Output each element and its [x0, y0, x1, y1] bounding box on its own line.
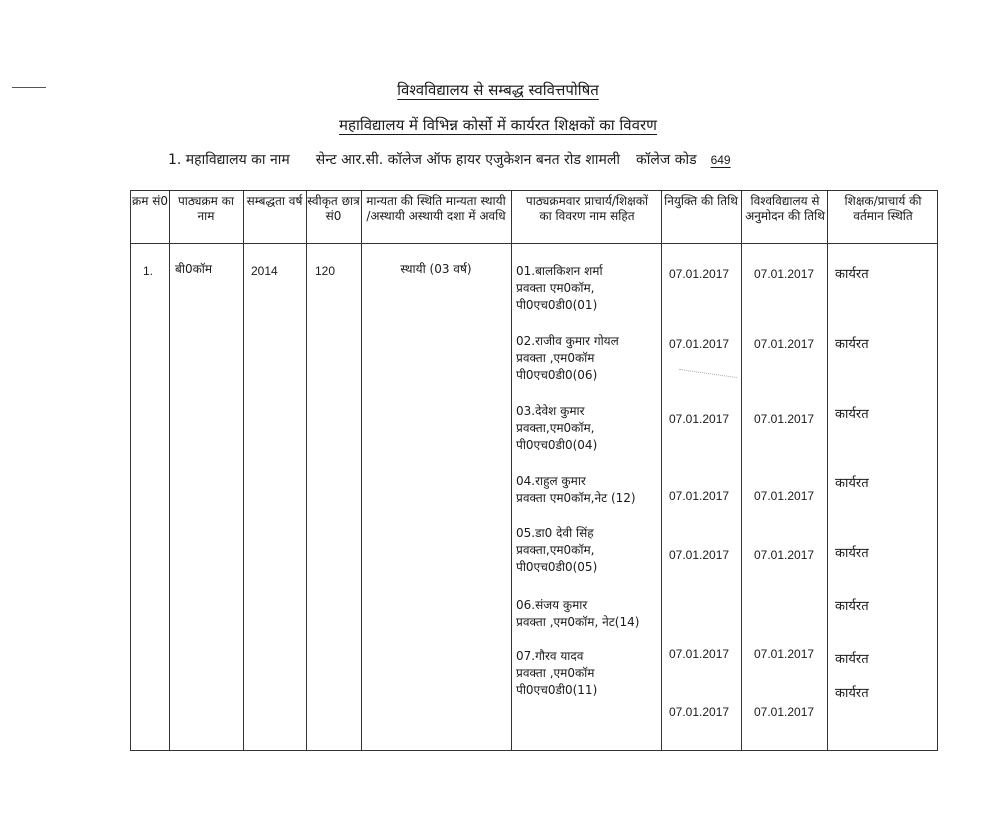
teacher-entry: 07.गौरव यादव प्रवक्ता ,एम0कॉम पी0एच0डी0(11) — [516, 649, 598, 697]
teacher-entry: 02.राजीव कुमार गोयल प्रवक्ता ,एम0कॉम पी0एच0डी0(06) — [516, 334, 619, 382]
approval-date: 07.01.2017 — [754, 267, 815, 281]
row-course: बी0कॉम — [175, 262, 213, 276]
col-header-teachers: पाठ्यक्रमवार प्राचार्य/शिक्षकों का विवरण नाम सहित — [525, 194, 649, 223]
approval-date: 07.01.2017 — [754, 489, 815, 503]
header-divider — [131, 243, 937, 244]
college-info-line — [168, 150, 731, 169]
status-text: कार्यरत — [835, 686, 869, 701]
teacher-entry: 03.देवेश कुमार प्रवक्ता,एम0कॉम, पी0एच0डी0(04) — [516, 404, 598, 452]
row-seats: 120 — [315, 264, 336, 278]
appointment-date: 07.01.2017 — [669, 647, 730, 661]
approval-date: 07.01.2017 — [754, 412, 815, 426]
appointment-date: 07.01.2017 — [669, 705, 730, 719]
col-header-status: शिक्षक/प्राचार्य की वर्तमान स्थिति — [844, 194, 922, 223]
appointment-date: 07.01.2017 — [669, 412, 730, 426]
col-header-course: पाठ्यक्रम का नाम — [177, 194, 234, 223]
college-label: 1. महाविद्यालय का नाम — [168, 152, 290, 168]
teachers-table — [130, 190, 938, 751]
row-sno: 1. — [143, 264, 154, 278]
status-text: कार्यरत — [835, 599, 869, 614]
document-title: विश्वविद्यालय से सम्बद्ध स्ववित्तपोषित — [397, 81, 599, 99]
status-text: कार्यरत — [835, 267, 869, 282]
college-name: सेन्ट आर.सी. कॉलेज ऑफ हायर एजुकेशन बनत रोड शामली — [315, 152, 620, 168]
status-text: कार्यरत — [835, 546, 869, 561]
appointment-date: 07.01.2017 — [669, 267, 730, 281]
row-year: 2014 — [251, 264, 278, 278]
college-code-label: कॉलेज कोड — [635, 152, 697, 168]
col-header-approval-date: विश्वविद्यालय से अनुमोदन की तिथि — [745, 194, 825, 223]
teacher-entry: 05.डा0 देवी सिंह प्रवक्ता,एम0कॉम, पी0एच0डी0(05) — [516, 526, 598, 574]
col-header-recognition: मान्यता की स्थिति मान्यता स्थायी /अस्थायी अस्थायी दशा में अवधि — [366, 194, 506, 223]
appointment-date: 07.01.2017 — [669, 489, 730, 503]
col-header-sno: क्रम सं0 — [132, 194, 168, 208]
college-code: 649 — [710, 153, 731, 167]
col-header-seats: स्वीकृत छात्र सं0 — [307, 194, 360, 223]
appointment-date: 07.01.2017 — [669, 548, 730, 562]
teacher-entry: 01.बालकिशन शर्मा प्रवक्ता एम0कॉम, पी0एच0डी0(01) — [516, 264, 603, 312]
appointment-date: 07.01.2017 — [669, 337, 730, 351]
pen-smudge — [679, 369, 737, 378]
row-recognition: स्थायी (03 वर्ष) — [400, 262, 472, 276]
col-header-appointment-date: नियुक्ति की तिथि — [664, 194, 738, 208]
col-header-year: सम्बद्धता वर्ष — [246, 194, 303, 208]
status-text: कार्यरत — [835, 652, 869, 667]
approval-date: 07.01.2017 — [754, 548, 815, 562]
status-text: कार्यरत — [835, 476, 869, 491]
approval-date: 07.01.2017 — [754, 705, 815, 719]
status-text: कार्यरत — [835, 337, 869, 352]
approval-date: 07.01.2017 — [754, 337, 815, 351]
document-subtitle: महाविद्यालय में विभिन्न कोर्सो में कार्यरत शिक्षकों का विवरण — [339, 116, 657, 134]
status-text: कार्यरत — [835, 407, 869, 422]
approval-date: 07.01.2017 — [754, 647, 815, 661]
teacher-entry: 04.राहुल कुमार प्रवक्ता एम0कॉम,नेट (12) — [516, 474, 636, 505]
teacher-entry: 06.संजय कुमार प्रवक्ता ,एम0कॉम, नेट(14) — [516, 598, 640, 629]
